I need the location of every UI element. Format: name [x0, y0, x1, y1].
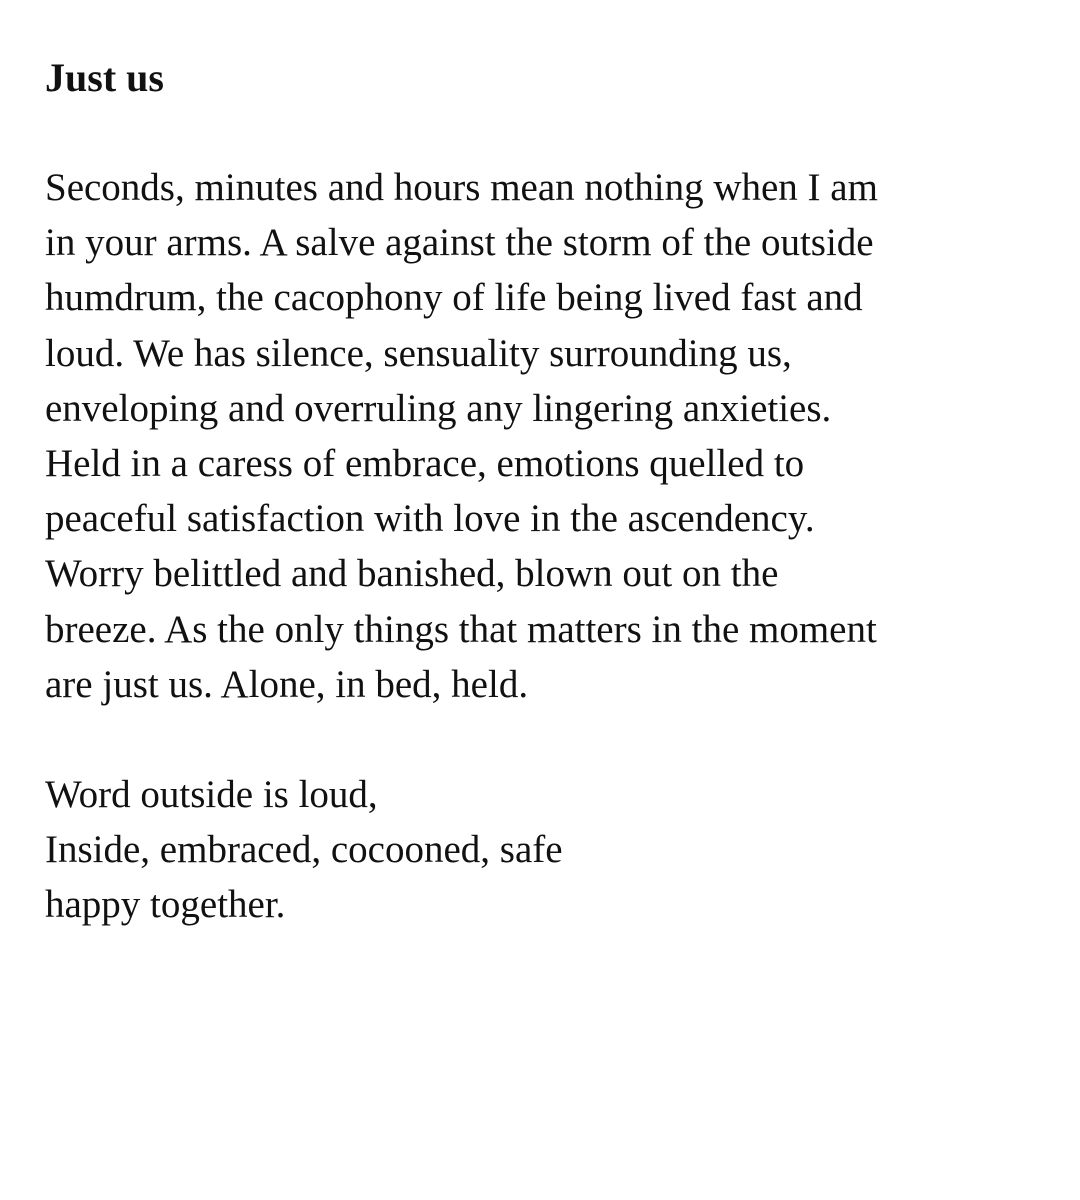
prose-line: Held in a caress of embrace, emotions quelled to: [45, 442, 805, 486]
prose-paragraph: [45, 160, 1055, 712]
poem-title: Just us: [45, 55, 164, 100]
verse-line: happy together.: [45, 883, 286, 927]
prose-line: in your arms. A salve against the storm of the outside: [45, 221, 874, 265]
prose-line: Worry belittled and banished, blown out on the: [45, 552, 779, 596]
prose-line: enveloping and overruling any lingering anxieties.: [45, 386, 832, 430]
prose-line: loud. We has silence, sensuality surrounding us,: [45, 331, 792, 375]
prose-line: Seconds, minutes and hours mean nothing when I am: [45, 166, 878, 209]
verse-line: Word outside is loud,: [45, 773, 378, 817]
poem-page: [45, 48, 1055, 933]
prose-line: breeze. As the only things that matters in the moment: [45, 607, 877, 651]
prose-line: humdrum, the cacophony of life being lived fast and: [45, 276, 863, 320]
haiku-verse: [45, 767, 1055, 933]
verse-line: Inside, embraced, cocooned, safe: [45, 828, 563, 872]
prose-line: are just us. Alone, in bed, held.: [45, 662, 529, 706]
prose-line: peaceful satisfaction with love in the ascendency.: [45, 497, 815, 541]
